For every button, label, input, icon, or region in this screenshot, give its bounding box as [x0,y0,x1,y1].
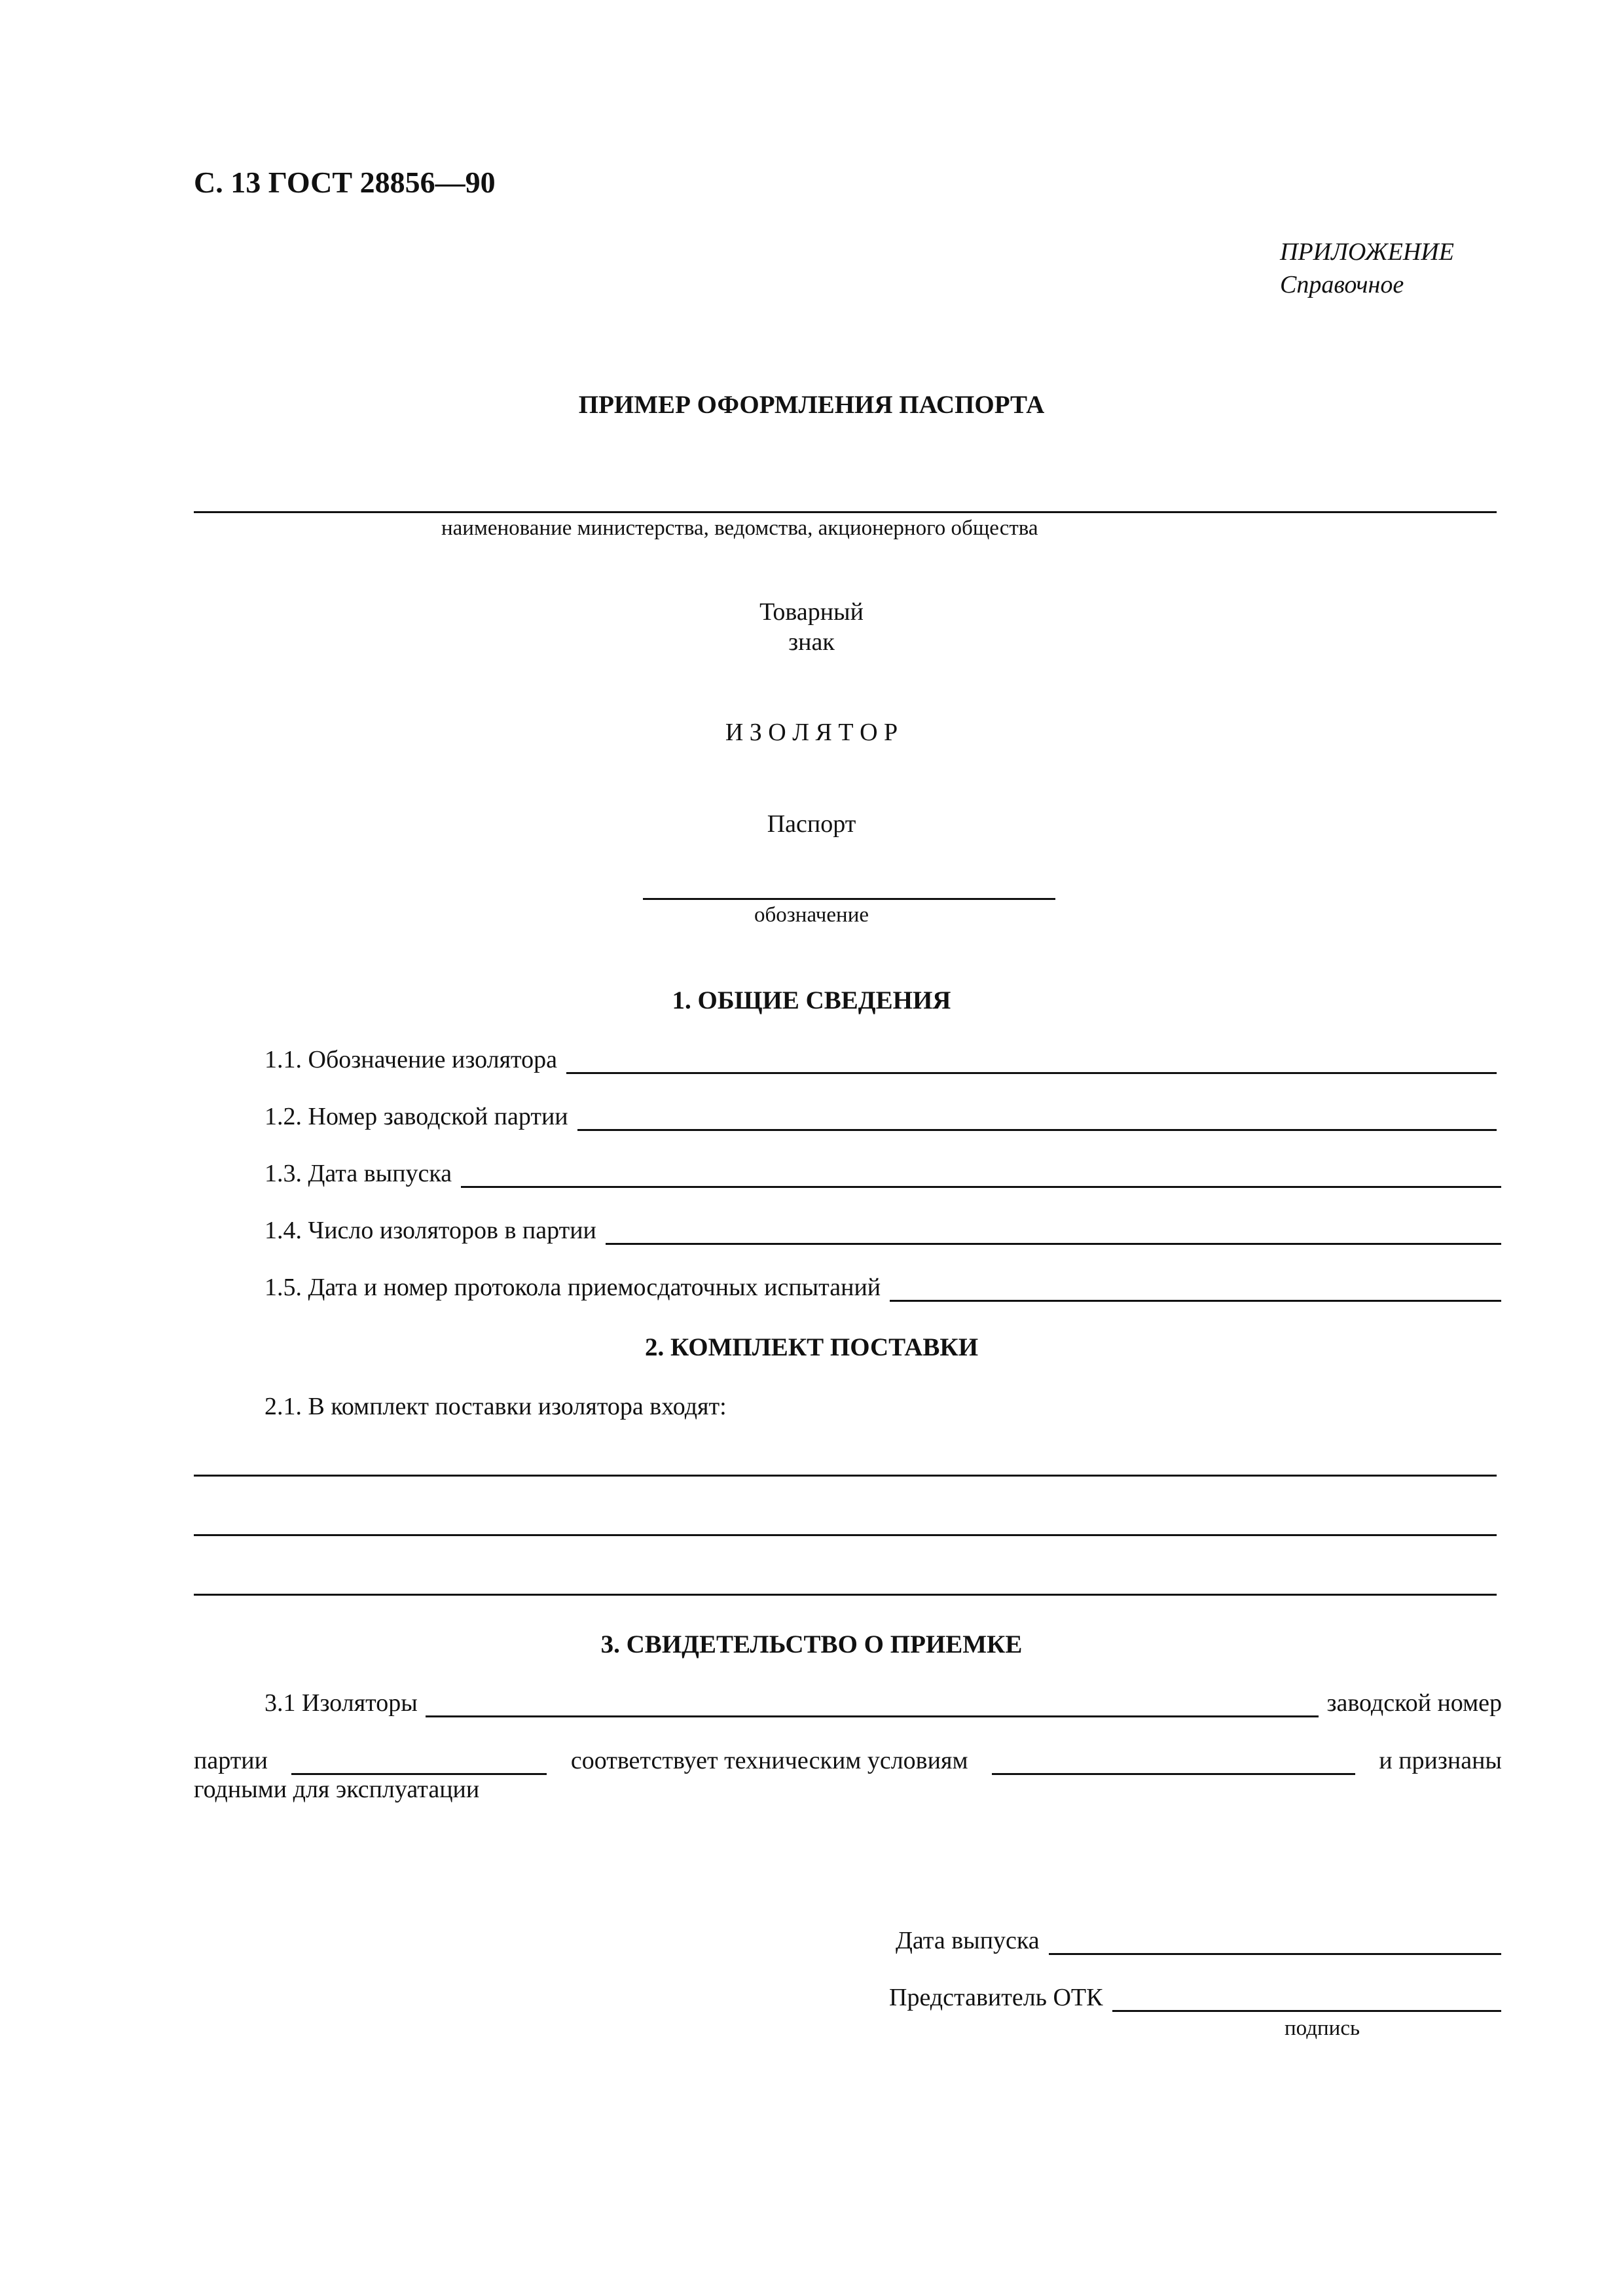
recognized-text: и признаны [1379,1747,1502,1774]
delivery-line-2[interactable] [194,1534,1497,1536]
otk-signature-line[interactable] [1112,1990,1502,2012]
signature-release-date [896,1926,1501,1955]
trademark-line-2: знак [788,628,835,656]
otk-label: Представитель ОТК [889,1984,1103,2011]
field-line[interactable] [606,1223,1501,1245]
field-insulator-count [264,1216,1501,1245]
delivery-line-1[interactable] [194,1475,1497,1477]
appendix-subtitle: Справочное [1280,271,1404,298]
signature-caption: подпись [1285,2017,1360,2040]
release-date-label: Дата выпуска [896,1927,1040,1954]
section-2-title: 2. КОМПЛЕКТ ПОСТАВКИ [644,1333,979,1361]
field-batch-number [264,1102,1497,1131]
designation-caption: обозначение [754,903,869,927]
section-3-title: 3. СВИДЕТЕЛЬСТВО О ПРИЕМКЕ [600,1630,1023,1659]
passport-label: Паспорт [767,810,856,838]
acceptance-line-1 [264,1689,1502,1717]
field-label: 1.3. Дата выпуска [264,1160,452,1187]
designation-line[interactable] [643,898,1055,900]
section-1-title: 1. ОБЩИЕ СВЕДЕНИЯ [672,986,951,1014]
field-line[interactable] [566,1052,1497,1074]
field-label: 1.2. Номер заводской партии [264,1103,568,1130]
release-date-line[interactable] [1049,1933,1501,1955]
appendix-label [1280,236,1454,301]
field-line[interactable] [890,1280,1501,1302]
appendix-title: ПРИЛОЖЕНИЕ [1280,238,1454,266]
field-test-protocol [264,1273,1501,1302]
field-label: 1.4. Число изоляторов в партии [264,1217,596,1244]
trademark-line-1: Товарный [759,598,864,626]
insulators-label: 3.1 Изоляторы [264,1689,418,1717]
insulators-line[interactable] [426,1696,1319,1717]
batch-line[interactable] [291,1753,547,1775]
field-line[interactable] [461,1166,1501,1188]
field-release-date [264,1159,1501,1188]
field-insulator-designation [264,1045,1497,1074]
product-name: И З О Л Я Т О Р [725,719,898,746]
conformity-text: соответствует техническим условиям [570,1747,968,1774]
org-name-caption: наименование министерства, ведомства, акционерного общества [441,516,1038,540]
field-label: 1.5. Дата и номер протокола приемосдаточных испытаний [264,1274,881,1301]
trademark-label [0,597,1623,657]
spec-line[interactable] [992,1753,1355,1775]
document-title: ПРИМЕР ОФОРМЛЕНИЯ ПАСПОРТА [578,391,1045,419]
field-line[interactable] [577,1109,1497,1131]
acceptance-line-2 [194,1746,1502,1775]
factory-number-label: заводской номер [1326,1689,1502,1717]
fit-for-use-text: годными для эксплуатации [194,1776,480,1803]
batch-label: партии [194,1747,268,1774]
org-name-line[interactable] [194,511,1497,513]
delivery-line-3[interactable] [194,1594,1497,1596]
page-header: С. 13 ГОСТ 28856—90 [194,166,496,199]
field-label: 1.1. Обозначение изолятора [264,1046,558,1073]
delivery-set-item: 2.1. В комплект поставки изолятора входят: [264,1393,727,1420]
signature-otk [889,1983,1501,2012]
